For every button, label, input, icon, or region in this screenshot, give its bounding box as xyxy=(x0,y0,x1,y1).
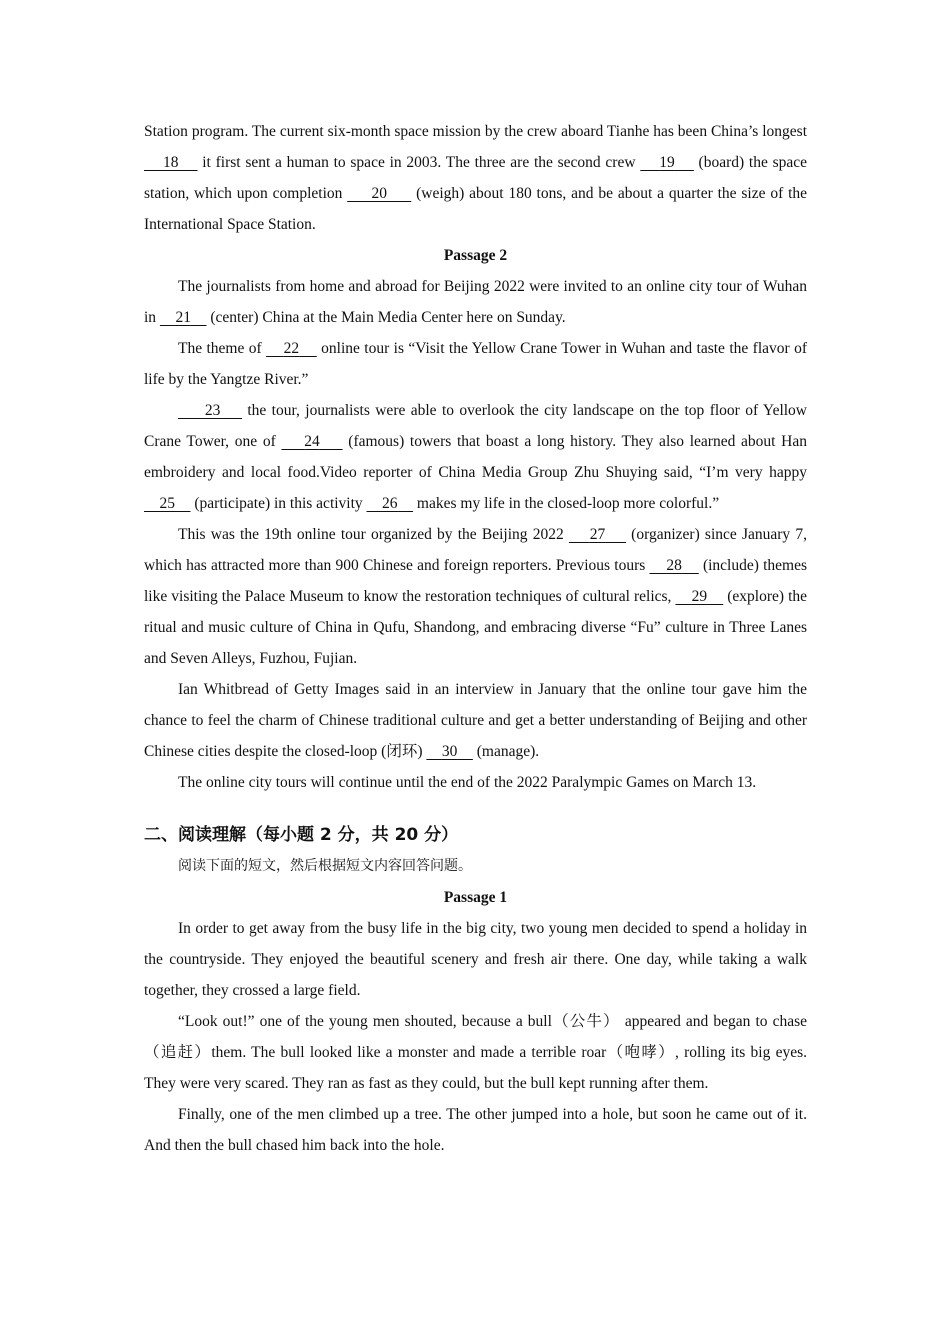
passage2-paragraph-1: The journalists from home and abroad for Beijing 2022 were invited to an online city tour of Wuhan in 21 (center) China at the Main Media Center here on Sunday. xyxy=(144,278,807,326)
blank-19[interactable]: 19 xyxy=(659,154,675,171)
blank-27[interactable]: 27 xyxy=(589,526,606,543)
blank-26[interactable]: 26 xyxy=(382,495,398,512)
passage2-paragraph-2: The theme of 22 online tour is “Visit the Yellow Crane Tower in Wuhan and taste the flavor of life by the Yangtze River.” xyxy=(144,340,807,388)
blank-20[interactable]: 20 xyxy=(371,185,387,202)
blank-29[interactable]: 29 xyxy=(691,588,708,605)
reading-paragraph-3: Finally, one of the men climbed up a tree. The other jumped into a hole, but soon he came out of it. And then the bull chased him back into the hole. xyxy=(144,1106,807,1154)
blank-21[interactable]: 21 xyxy=(175,309,191,326)
blank-30[interactable]: 30 xyxy=(441,743,458,760)
blank-22[interactable]: 22 xyxy=(283,340,300,357)
passage2-title: Passage 2 xyxy=(443,247,508,264)
passage2-paragraph-3: 23 the tour, journalists were able to overlook the city landscape on the top floor of Yellow Crane Tower, one of 24 (famous) towers that boast a long history. They also learned about Han embroidery and local food.Video reporter of China Media Group Zhu Shuying said, “I’m very happy 25 (participate) in this activity 26 makes my life in the closed-loop more colorful.” xyxy=(144,402,808,512)
passage1-tail-paragraph: Station program. The current six-month space mission by the crew aboard Tianhe has been China’s longest 18 it first sent a human to space in 2003. The three are the second crew 19 (board) the space station, which upon completion 20 (weigh) about 180 tons, and be about a quarter the size of the International Space Station. xyxy=(144,123,808,233)
passage2-paragraph-5: Ian Whitbread of Getty Images said in an interview in January that the online tour gave him the chance to feel the charm of Chinese traditional culture and get a better understanding of Beijing and other Chinese cities despite the closed-loop (闭环) 30 (manage). xyxy=(144,681,807,760)
blank-25[interactable]: 25 xyxy=(159,495,175,512)
blank-28[interactable]: 28 xyxy=(666,557,682,574)
document-page xyxy=(144,116,807,1161)
reading-paragraph-2: “Look out!” one of the young men shouted, because a bull（公牛） appeared and began to chase（追赶）them. The bull looked like a monster and made a terrible roar（咆哮）, rolling its big eyes. They were very scared. They ran as fast as they could, but the bull kept running after them. xyxy=(144,1013,807,1092)
blank-23[interactable]: 23 xyxy=(204,402,221,419)
section2-instruction: 阅读下面的短文，然后根据短文内容回答问题。 xyxy=(178,858,472,874)
section2-title: 二、阅读理解（每小题 2 分，共 20 分） xyxy=(144,825,459,845)
blank-18[interactable]: 18 xyxy=(163,154,179,171)
reading-paragraph-1: In order to get away from the busy life in the big city, two young men decided to spend a holiday in the countryside. They enjoyed the beautiful scenery and fresh air there. One day, while taking a walk together, they crossed a large field. xyxy=(144,920,807,999)
blank-24[interactable]: 24 xyxy=(304,433,320,450)
passage2-paragraph-4: This was the 19th online tour organized by the Beijing 2022 27 (organizer) since January 7, which has attracted more than 900 Chinese and foreign reporters. Previous tours 28 (include) themes like visiting the Palace Museum to know the restoration techniques of cultural relics, 29 (explore) the ritual and music culture of China in Qufu, Shandong, and embracing diverse “Fu” culture in Three Lanes and Seven Alleys, Fuzhou, Fujian. xyxy=(144,526,808,667)
reading-passage1-title: Passage 1 xyxy=(443,889,508,906)
passage2-paragraph-6: The online city tours will continue until the end of the 2022 Paralympic Games on March 13. xyxy=(178,774,757,791)
